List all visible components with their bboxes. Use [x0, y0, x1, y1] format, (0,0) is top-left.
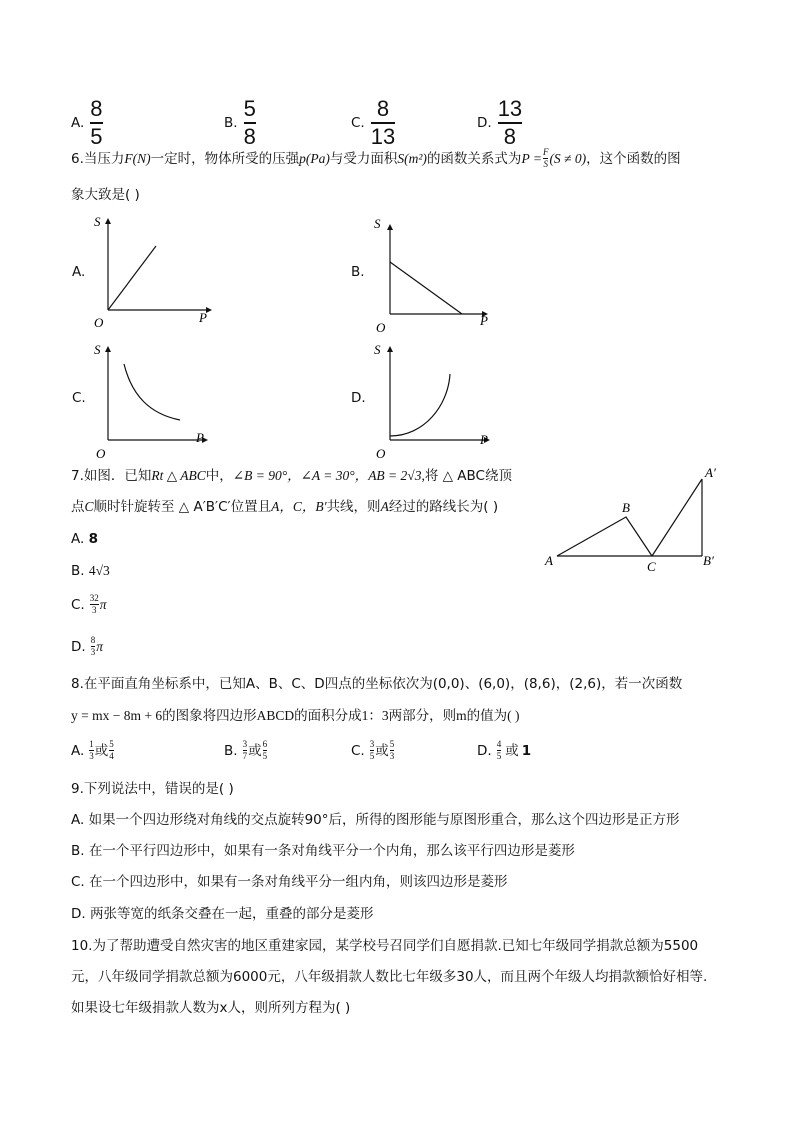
y-arrow-icon: [105, 218, 111, 224]
q6-graph-c: [88, 336, 218, 461]
segment-c-a1: [652, 479, 702, 556]
p-axis-label: P: [480, 313, 488, 328]
q9-option-d[interactable]: D. 两张等宽的纸条交叠在一起，重叠的部分是菱形: [71, 906, 374, 922]
origin-label: O: [376, 320, 386, 335]
triangle-abc: [557, 517, 652, 556]
q10-stem-line1: 10.为了帮助遭受自然灾害的地区重建家园，某学校号召同学们自愿捐款.已知七年级同学捐款总额为5500: [71, 938, 699, 954]
s-axis-label: S: [94, 342, 101, 357]
point-a1-label: A′: [705, 465, 716, 480]
q6-graph-c-label[interactable]: C.: [72, 390, 86, 406]
point-a-label: A: [545, 553, 553, 568]
q8-option-b[interactable]: B. 3 7 或 6 5: [224, 739, 268, 761]
q7-option-c[interactable]: C. 32 3 π: [71, 593, 107, 615]
p-axis-label: P: [196, 430, 204, 445]
point-b-label: B: [622, 500, 630, 515]
graph-line: [108, 246, 156, 310]
q10-stem-line3: 如果设七年级捐款人数为x人，则所列方程为( ): [71, 1000, 351, 1016]
q6-graph-a: [88, 210, 218, 335]
q7-option-d[interactable]: D. 8 3 π: [71, 635, 103, 657]
q9-option-b[interactable]: B. 在一个平行四边形中，如果有一条对角线平分一个内角，那么该平行四边形是菱形: [71, 843, 575, 859]
graph-line: [390, 262, 462, 314]
p-axis-label: P: [199, 310, 207, 325]
q8-option-c[interactable]: C. 3 5 或 5 3: [351, 739, 395, 761]
graph-curve: [124, 364, 180, 420]
q8-stem-line2: y = mx − 8m + 6的图象将四边形ABCD的面积分成1：3两部分，则m的值为( ): [71, 708, 520, 723]
fraction: 13 8: [497, 96, 523, 149]
y-arrow-icon: [387, 224, 393, 230]
y-arrow-icon: [105, 346, 111, 352]
q6-stem-line1: 6.当压力 F (N) 一定时，物体所受的压强 p (Pa) 与受力面积 S (m²) 的函数关系式为 P = F S (S ≠ 0) ，这个函数的图: [71, 147, 681, 169]
s-axis-label: S: [94, 214, 101, 229]
q8-option-a[interactable]: A. 1 3 或 5 4: [71, 739, 114, 761]
q8-stem-line1: 8.在平面直角坐标系中，已知A、B、C、D四点的坐标依次为(0,0)、(6,0)，(8,6)，(2,6)，若一次函数: [71, 676, 683, 692]
q5-option-b[interactable]: B. 5 8: [224, 96, 256, 149]
q5-option-a[interactable]: A. 8 5: [71, 96, 103, 149]
q6-graph-d: [368, 336, 498, 461]
q6-graph-d-label[interactable]: D.: [351, 390, 366, 406]
q6-graph-b-label[interactable]: B.: [351, 264, 365, 280]
fraction: 8 13: [370, 96, 396, 149]
q6-graph-b: [368, 212, 498, 337]
origin-label: O: [376, 446, 386, 461]
s-axis-label: S: [374, 216, 381, 231]
q8-option-d[interactable]: D. 4 5 或 1: [477, 739, 532, 761]
point-c-label: C: [647, 559, 656, 574]
y-arrow-icon: [387, 346, 393, 352]
q7-figure: [540, 462, 730, 577]
s-axis-label: S: [374, 342, 381, 357]
q9-option-c[interactable]: C. 在一个四边形中，如果有一条对角线平分一组内角，则该四边形是菱形: [71, 874, 508, 890]
point-b1-label: B′: [703, 553, 714, 568]
p-axis-label: P: [480, 432, 488, 447]
q5-option-c[interactable]: C. 8 13: [351, 96, 396, 149]
q7-option-a[interactable]: A. 8: [71, 531, 98, 547]
q6-graph-a-label[interactable]: A.: [72, 264, 86, 280]
fraction: 5 8: [243, 96, 256, 149]
q9-stem: 9.下列说法中，错误的是( ): [71, 781, 234, 797]
q9-option-a[interactable]: A. 如果一个四边形绕对角线的交点旋转90°后，所得的图形能与原图形重合，那么这个四边形是正方形: [71, 812, 680, 828]
origin-label: O: [96, 446, 106, 461]
q7-stem-line1: 7.如图．已知Rt △ ABC中，∠B = 90°，∠A = 30°，AB = 2√3,将 △ ABC绕顶: [71, 468, 512, 484]
q7-stem-line2: 点C顺时针旋转至 △ A′B′C′位置且A，C，B′共线，则A经过的路线长为( ): [71, 499, 499, 515]
origin-label: O: [94, 315, 104, 330]
q5-option-d[interactable]: D. 13 8: [477, 96, 523, 149]
fraction: 8 5: [90, 96, 103, 149]
q7-option-b[interactable]: B. 4√3: [71, 563, 110, 579]
graph-curve: [390, 374, 450, 436]
q6-stem-line2: 象大致是( ): [71, 187, 140, 203]
q10-stem-line2: 元，八年级同学捐款总额为6000元，八年级捐款人数比七年级多30人，而且两个年级人均捐款额恰好相等.: [71, 969, 708, 985]
